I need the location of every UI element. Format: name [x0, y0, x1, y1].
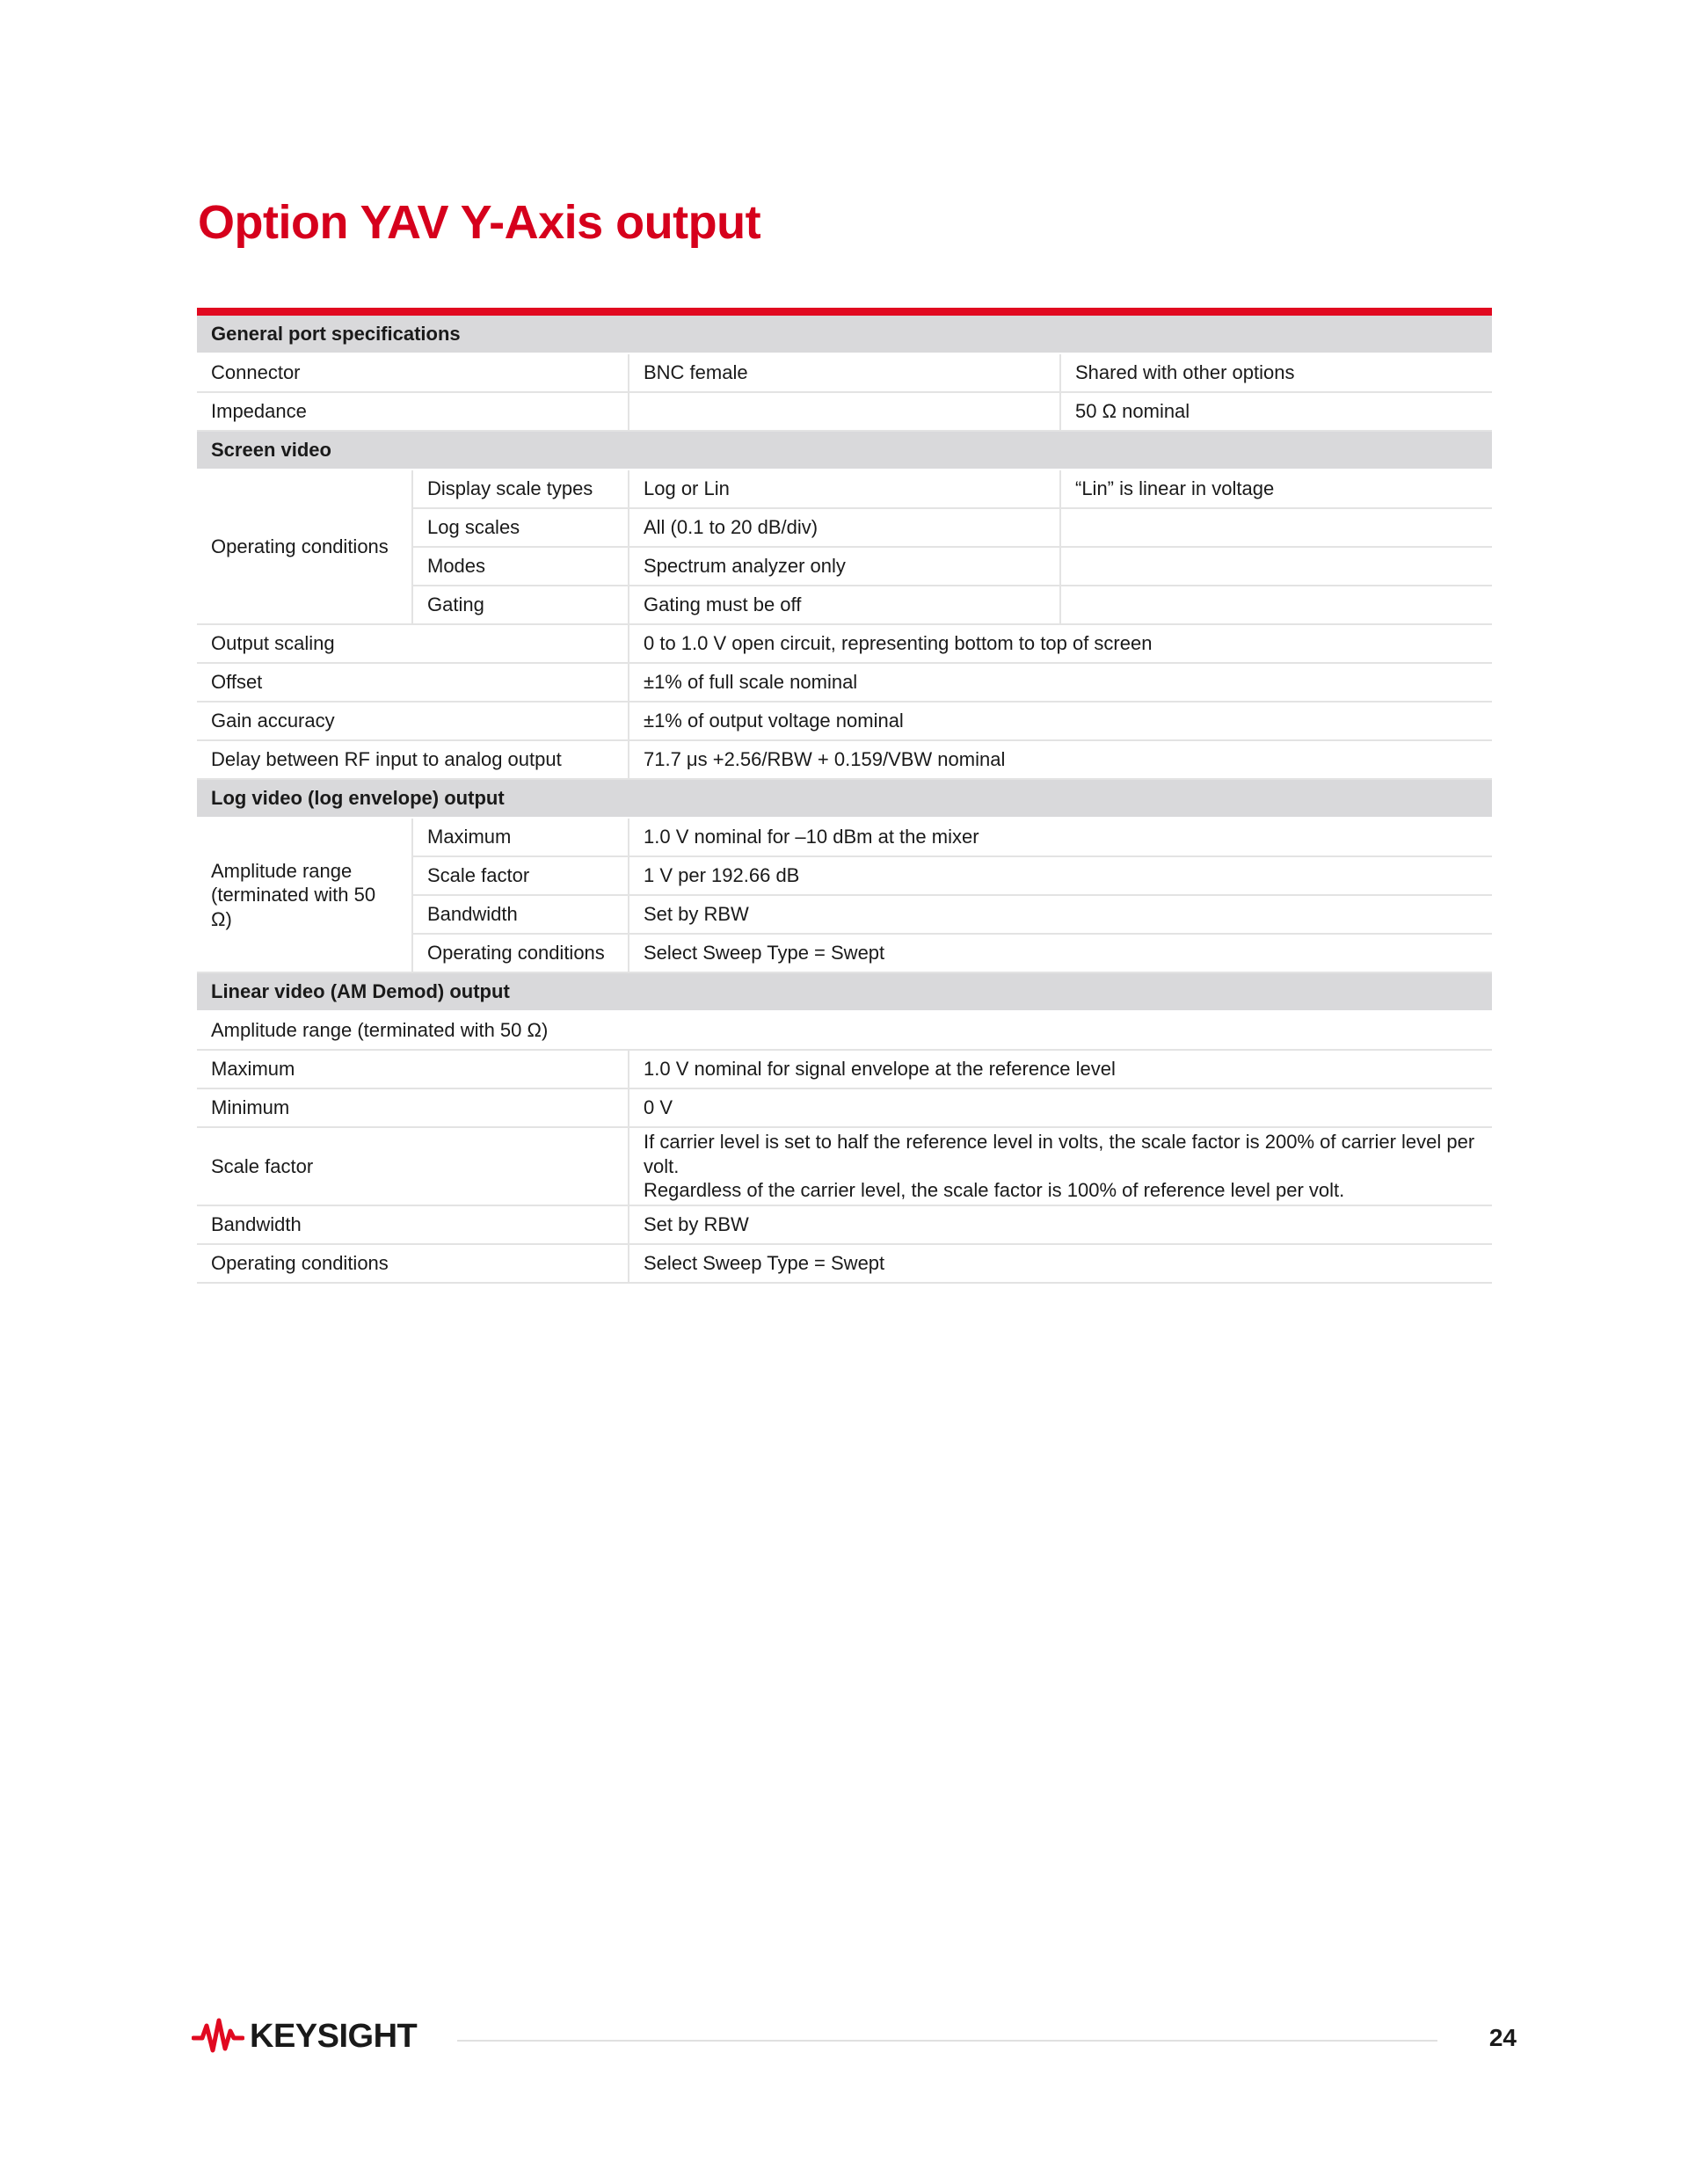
row-sublabel: Gating [412, 586, 629, 624]
row-label: Operating conditions [197, 1244, 629, 1283]
table-row [197, 1050, 1492, 1088]
section-title: Screen video [197, 431, 1492, 470]
row-sublabel: Log scales [412, 508, 629, 547]
table-row [197, 624, 1492, 663]
page-number: 24 [1488, 2024, 1517, 2051]
table-row [197, 1244, 1492, 1283]
row-value: 1 V per 192.66 dB [629, 856, 1492, 895]
row-sublabel: Operating conditions [412, 934, 629, 972]
table-row [197, 470, 1492, 508]
row-value: Gating must be off [629, 586, 1060, 624]
row-sublabel: Modes [412, 547, 629, 586]
row-value: Set by RBW [629, 1205, 1492, 1244]
row-note: Shared with other options [1060, 353, 1492, 392]
row-label: Offset [197, 663, 629, 702]
row-value: Select Sweep Type = Swept [629, 1244, 1492, 1283]
footer-divider [457, 2040, 1437, 2042]
row-note [1060, 547, 1492, 586]
section-title: Log video (log envelope) output [197, 779, 1492, 818]
table-row [197, 740, 1492, 779]
table-row [197, 1011, 1492, 1050]
section-header-log-video [197, 779, 1492, 818]
row-value: 1.0 V nominal for signal envelope at the reference level [629, 1050, 1492, 1088]
section-title: General port specifications [197, 312, 1492, 354]
row-sublabel: Bandwidth [412, 895, 629, 934]
table-row [197, 1127, 1492, 1205]
group-label-line: Amplitude range [211, 859, 353, 882]
group-label-line: (terminated with 50 Ω) [211, 884, 376, 930]
row-sublabel: Scale factor [412, 856, 629, 895]
row-value: 71.7 μs +2.56/RBW + 0.159/VBW nominal [629, 740, 1492, 779]
keysight-logo [192, 2016, 417, 2057]
row-value: All (0.1 to 20 dB/div) [629, 508, 1060, 547]
row-value: Select Sweep Type = Swept [629, 934, 1492, 972]
table-row [197, 663, 1492, 702]
section-header-general [197, 312, 1492, 354]
section-header-screen-video [197, 431, 1492, 470]
row-note: 50 Ω nominal [1060, 392, 1492, 431]
row-label: Minimum [197, 1088, 629, 1127]
row-value [629, 392, 1060, 431]
value-line: If carrier level is set to half the reference level in volts, the scale factor is 200% of carrier level per volt. [644, 1131, 1475, 1177]
row-value: ±1% of full scale nominal [629, 663, 1492, 702]
row-value: Spectrum analyzer only [629, 547, 1060, 586]
brand-name: KEYSIGHT [250, 2017, 418, 2055]
group-label-amplitude-range [197, 818, 412, 972]
section-header-linear-video [197, 972, 1492, 1011]
table-row [197, 1088, 1492, 1127]
row-value: 1.0 V nominal for –10 dBm at the mixer [629, 818, 1492, 856]
table-row-impedance [197, 392, 1492, 431]
row-value: ±1% of output voltage nominal [629, 702, 1492, 740]
group-label-operating-conditions: Operating conditions [197, 470, 412, 624]
row-note [1060, 586, 1492, 624]
row-value: BNC female [629, 353, 1060, 392]
row-value: Set by RBW [629, 895, 1492, 934]
row-label: Connector [197, 353, 629, 392]
row-label: Impedance [197, 392, 629, 431]
row-label: Maximum [197, 1050, 629, 1088]
value-line: Regardless of the carrier level, the scale factor is 100% of reference level per volt. [644, 1179, 1345, 1201]
row-label: Delay between RF input to analog output [197, 740, 629, 779]
section-title: Linear video (AM Demod) output [197, 972, 1492, 1011]
keysight-wave-icon [192, 2017, 244, 2056]
row-value: 0 V [629, 1088, 1492, 1127]
row-note: “Lin” is linear in voltage [1060, 470, 1492, 508]
table-row [197, 1205, 1492, 1244]
row-note [1060, 508, 1492, 547]
table-row [197, 702, 1492, 740]
page-title: Option YAV Y-Axis output [198, 196, 761, 249]
row-sublabel: Display scale types [412, 470, 629, 508]
row-value: Log or Lin [629, 470, 1060, 508]
row-label: Scale factor [197, 1127, 629, 1205]
row-label: Bandwidth [197, 1205, 629, 1244]
table-row-connector [197, 353, 1492, 392]
row-label: Amplitude range (terminated with 50 Ω) [197, 1011, 1492, 1050]
row-value [629, 1127, 1492, 1205]
row-sublabel: Maximum [412, 818, 629, 856]
row-label: Gain accuracy [197, 702, 629, 740]
spec-table [197, 308, 1492, 1284]
row-value: 0 to 1.0 V open circuit, representing bottom to top of screen [629, 624, 1492, 663]
row-label: Output scaling [197, 624, 629, 663]
table-row [197, 818, 1492, 856]
